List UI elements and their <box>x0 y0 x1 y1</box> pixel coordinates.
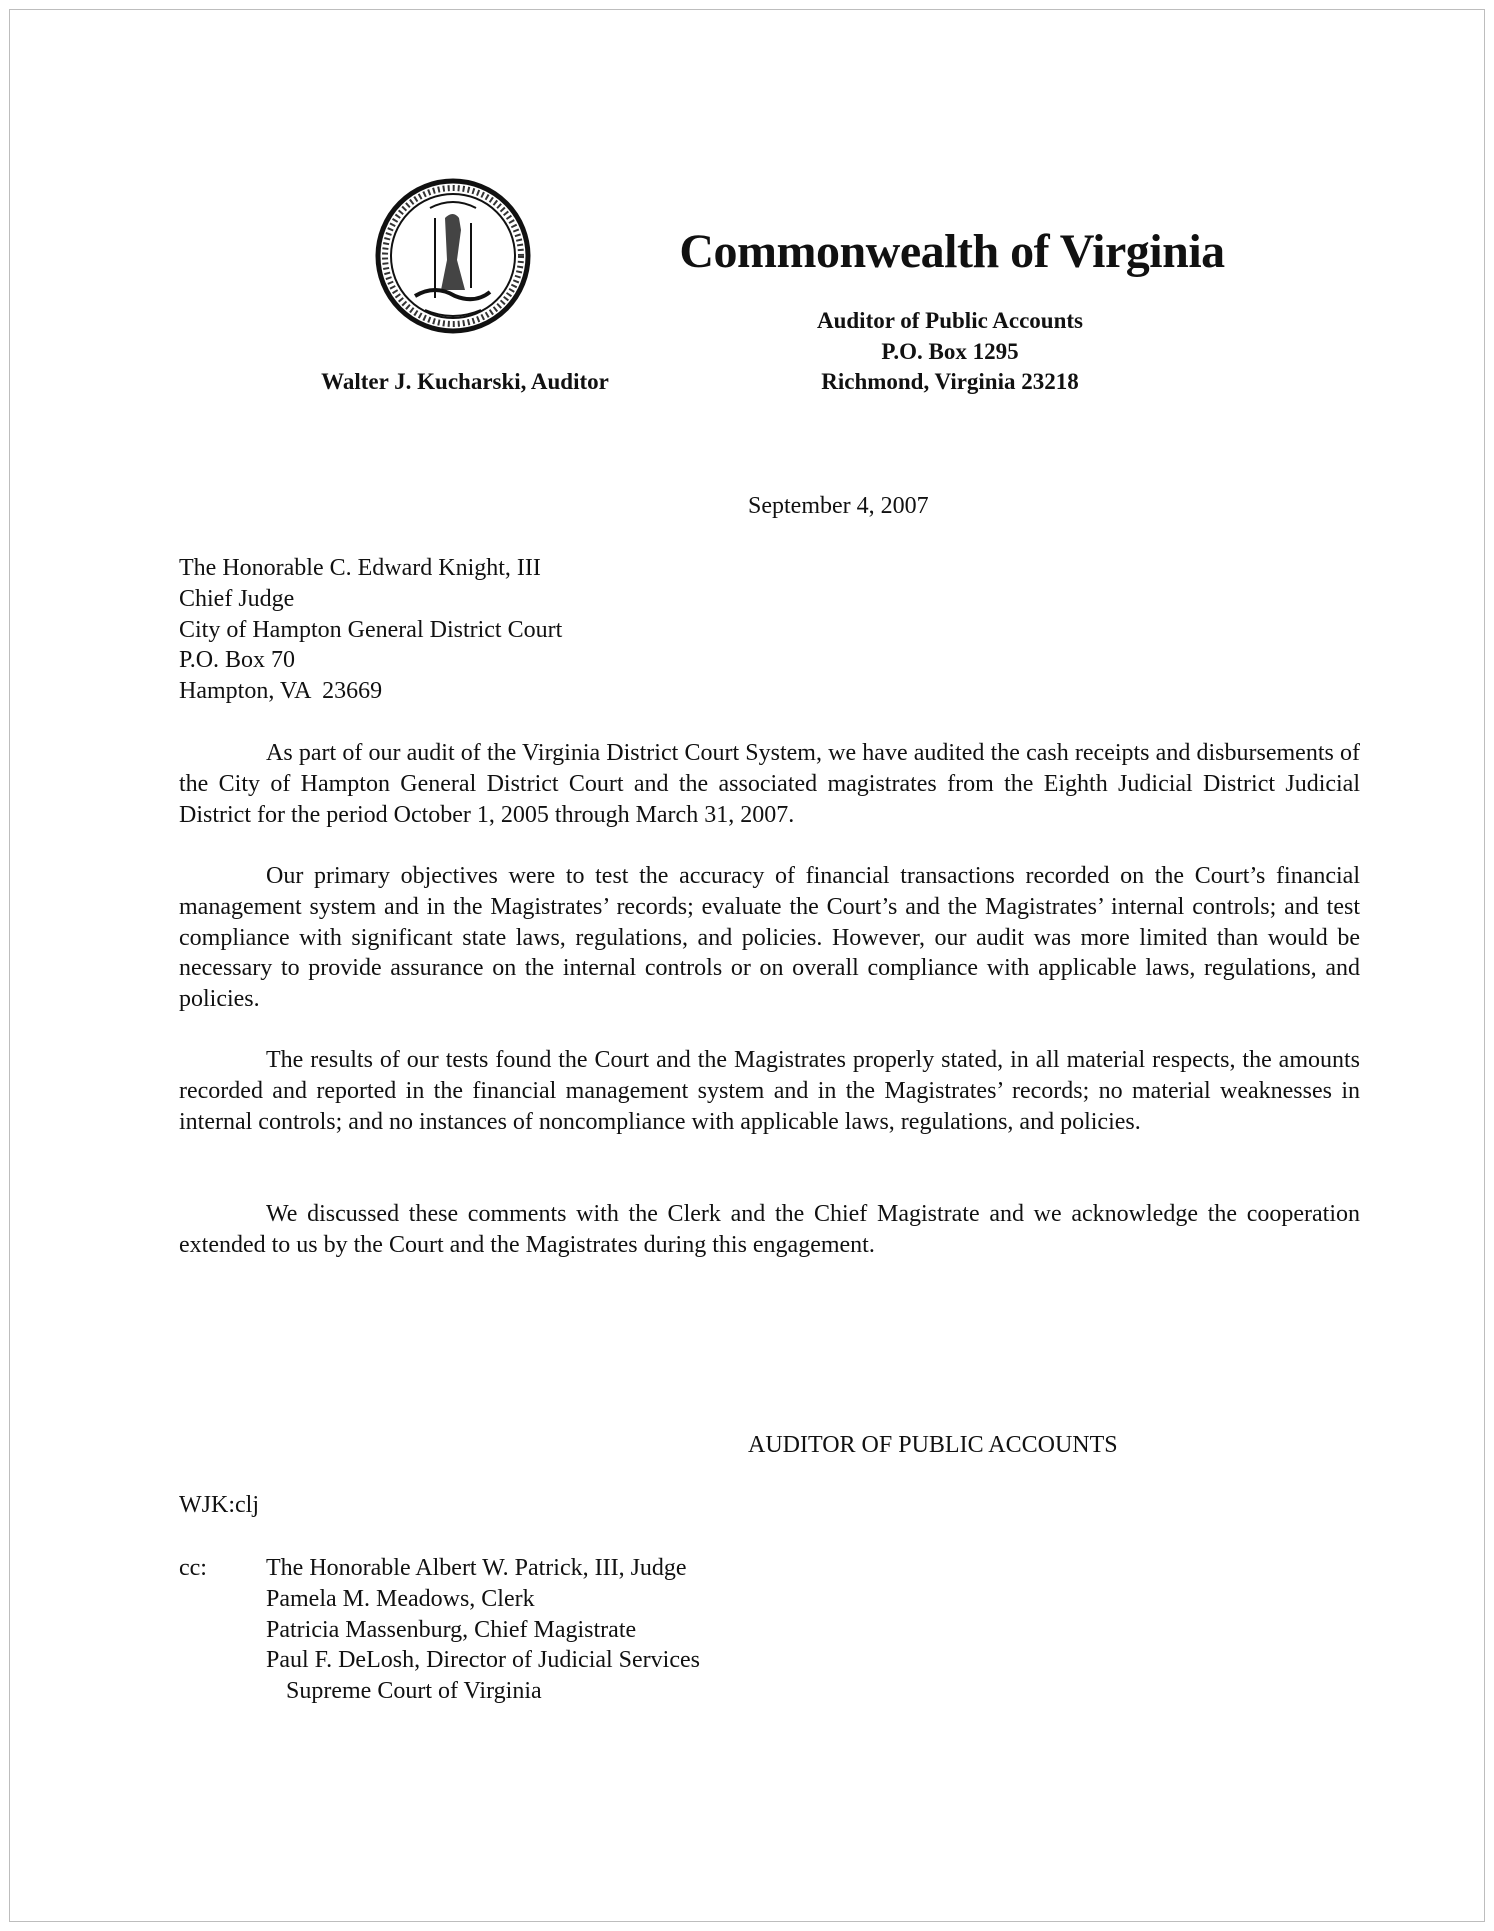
letterhead-title: Commonwealth of Virginia <box>679 225 1225 278</box>
paragraph-text: Our primary objectives were to test the accuracy of financial transactions recorded on the Court’s financial management system and in the Magistrates’ records; evaluate the Court’s and the Magistrates’ internal controls; and test compliance with significant state laws, regulations, and policies. However, our audit was more limited than would be necessary to provide assurance on the internal controls or on overall compliance with applicable laws, regulations, and policies. <box>179 863 1360 1013</box>
typist-initials: WJK:clj <box>179 1492 259 1518</box>
office-name: Auditor of Public Accounts <box>816 308 1084 333</box>
paragraph-text: The results of our tests found the Court and the Magistrates properly stated, in all material respects, the amounts recorded and reported in the financial management system and in the Magistrates’ records; no material weaknesses in internal controls; and no instances of noncompliance with applicable laws, regulations, and policies. <box>179 1047 1360 1135</box>
cc-recipient: The Honorable Albert W. Patrick, III, Judge <box>266 1555 687 1581</box>
signature-block: AUDITOR OF PUBLIC ACCOUNTS <box>748 1432 1118 1458</box>
office-po-box: P.O. Box 1295 <box>881 338 1019 364</box>
recipient-line: P.O. Box 70 <box>179 647 296 674</box>
office-city: Richmond, Virginia 23218 <box>821 369 1079 394</box>
cc-recipient-organization: Supreme Court of Virginia <box>286 1678 542 1705</box>
paragraph-text: We discussed these comments with the Clerk and the Chief Magistrate and we acknowledge the cooperation extended to us by the Court and the Magistrates during this engagement. <box>179 1201 1360 1258</box>
paragraph-text: As part of our audit of the Virginia District Court System, we have audited the cash receipts and disbursements of the City of Hampton General District Court and the associated magistrates from the Eighth Judicial District Judicial District for the period October 1, 2005 through March 31, 2007. <box>179 740 1360 828</box>
body-paragraph-1 <box>179 738 1360 830</box>
body-paragraph-2 <box>179 861 1360 1015</box>
office-address <box>720 306 1180 398</box>
cc-recipient: Patricia Massenburg, Chief Magistrate <box>266 1616 637 1643</box>
recipient-line: The Honorable C. Edward Knight, III <box>179 555 541 581</box>
recipient-address <box>179 553 562 707</box>
cc-recipient: Paul F. DeLosh, Director of Judicial Services <box>266 1647 700 1674</box>
recipient-line: City of Hampton General District Court <box>179 616 563 643</box>
auditor-name: Walter J. Kucharski, Auditor <box>321 369 609 394</box>
virginia-seal-logo <box>375 178 531 334</box>
recipient-line: Chief Judge <box>179 585 295 612</box>
cc-label: cc: <box>179 1555 207 1581</box>
body-paragraph-3 <box>179 1045 1360 1137</box>
cc-recipient: Pamela M. Meadows, Clerk <box>266 1585 535 1612</box>
recipient-line: Hampton, VA 23669 <box>179 678 383 705</box>
body-paragraph-4 <box>179 1199 1360 1261</box>
letter-date: September 4, 2007 <box>748 493 929 519</box>
